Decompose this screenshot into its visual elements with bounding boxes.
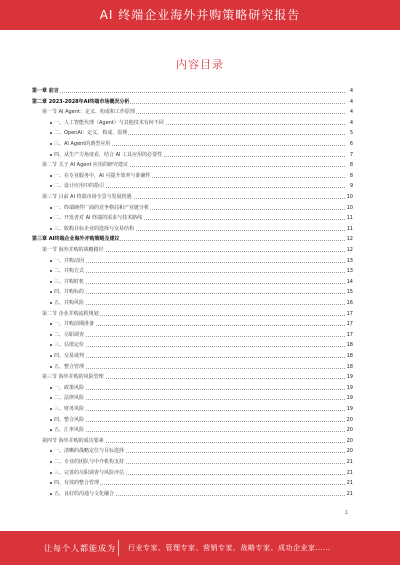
toc-entry-text: 一、并购动因 [54, 257, 85, 264]
toc-bullet-icon [50, 281, 52, 283]
toc-entry-page: 17 [346, 331, 353, 338]
toc-entry-text: 五、整合管理 [54, 363, 85, 370]
toc-entry-page: 4 [346, 107, 353, 117]
toc-entry[interactable] [32, 139, 353, 149]
toc-entry[interactable] [32, 415, 353, 425]
toc-bullet-icon [50, 419, 52, 421]
toc-entry[interactable] [32, 489, 353, 499]
toc-entry[interactable] [32, 171, 353, 181]
toc-entry-text: 一、清晰的战略定位与目标选择 [54, 448, 125, 455]
toc-leader-dots [54, 272, 345, 273]
toc-entry-text: 一、在专业服务中，AI 可提升效率与准确性 [54, 172, 151, 179]
toc-entry-text: 一、并购前期准备 [54, 321, 95, 328]
toc-leader-dots [54, 293, 345, 294]
toc-entry-text: 三、财务风险 [54, 406, 85, 412]
toc-entry-text: 二、专业的团队与中介机构支持 [54, 459, 125, 465]
toc-entry-page: 19 [346, 406, 353, 412]
toc-entry-page: 13 [346, 257, 353, 264]
toc-entry-page: 13 [346, 268, 353, 275]
toc-entry-page: 18 [346, 363, 353, 370]
toc-bullet-icon [50, 175, 52, 177]
toc-bullet-icon [50, 429, 52, 431]
toc-bullet-icon [50, 270, 52, 272]
toc-bullet-icon [50, 366, 52, 368]
toc-entry-text: 二、OpenAI：定义、构成、原理 [54, 130, 128, 137]
toc-bullet-icon [50, 143, 52, 145]
toc-entry[interactable] [32, 446, 353, 456]
toc-entry-page: 7 [346, 150, 353, 160]
toc-entry[interactable] [32, 118, 353, 128]
toc-bullet-icon [50, 461, 52, 463]
toc-entry[interactable] [32, 340, 353, 350]
toc-entry-page: 20 [346, 437, 353, 444]
toc-bullet-icon [50, 387, 52, 389]
toc-entry-text: 一、政策风险 [54, 384, 85, 391]
toc-entry[interactable] [32, 266, 353, 276]
toc-entry[interactable] [32, 192, 353, 202]
toc-entry[interactable] [32, 393, 353, 403]
toc-entry[interactable] [32, 457, 353, 467]
toc-bullet-icon [50, 344, 52, 346]
toc-entry-page: 18 [346, 342, 353, 349]
toc-entry-page: 19 [346, 384, 353, 391]
toc-entry[interactable] [32, 256, 353, 266]
footer-divider [118, 540, 119, 556]
toc-entry-text: 第二章 2023-2028年AI终端市场概况分析 [32, 98, 130, 105]
toc-leader-dots [54, 325, 345, 326]
toc-bullet-icon [50, 334, 52, 336]
toc-entry[interactable] [32, 203, 353, 213]
toc-entry[interactable] [32, 181, 353, 191]
toc-entry-page: 4 [346, 118, 353, 128]
toc-leader-dots [54, 283, 345, 284]
toc-entry[interactable] [32, 245, 353, 255]
toc-entry-text: 第一章 前言 [32, 88, 59, 94]
toc-entry-text: 第一节 AI Agent：定义、构成和工作原理 [42, 109, 135, 116]
toc-entry-text: 二、开发者对 AI 终端的需求与技术路线 [54, 215, 143, 222]
toc-bullet-icon [50, 154, 52, 156]
toc-entry-page: 21 [346, 490, 353, 497]
toc-entry[interactable] [32, 234, 353, 244]
footer-banner [0, 531, 400, 565]
toc-bullet-icon [50, 482, 52, 484]
toc-entry-text: 五、并购风险 [54, 300, 85, 306]
toc-entry-text: 五、汇率风险 [54, 427, 85, 434]
toc-entry-text: 二、尽职调查 [54, 331, 85, 338]
toc-entry-page: 8 [346, 160, 353, 170]
toc-bullet-icon [50, 355, 52, 357]
toc-entry-text: 第一节 海外并购的战略路径 [42, 247, 104, 253]
toc-entry-page: 21 [346, 480, 353, 487]
toc-entry-page: 20 [346, 448, 353, 455]
toc-bullet-icon [50, 207, 52, 209]
toc-entry[interactable] [32, 309, 353, 319]
toc-entry-page: 5 [346, 128, 353, 138]
toc-entry-text: 四、交易谈判 [54, 353, 85, 359]
toc-entry-text: 三、估值定价 [54, 342, 85, 349]
toc-entry[interactable] [32, 404, 353, 414]
toc-entry-page: 21 [346, 459, 353, 465]
toc-leader-dots [54, 368, 345, 369]
toc-entry[interactable] [32, 287, 353, 297]
toc-entry-text: 第三章 AI终端企业海外并购策略及建议 [32, 236, 120, 243]
toc-entry[interactable] [32, 128, 353, 138]
toc-bullet-icon [50, 397, 52, 399]
toc-entry[interactable] [32, 478, 353, 488]
toc-entry-text: 第三节 目前 AI 终端市场全景与发展机遇 [42, 194, 132, 200]
toc-entry-text: 第二节 企业并购流程规划 [42, 310, 99, 317]
toc-entry[interactable] [32, 330, 353, 340]
toc-entry[interactable] [32, 351, 353, 361]
toc-entry-text: 五、良好的沟通与文化融合 [54, 490, 115, 497]
toc-entry-text: 二、设计应用中的指引 [54, 183, 105, 190]
toc-bullet-icon [50, 450, 52, 452]
toc-entry-text: 第三节 海外并购的风险管理 [42, 374, 104, 381]
toc-entry[interactable] [32, 97, 353, 107]
report-header [0, 0, 400, 30]
toc-entry-text: 三、AI Agent的典型应用 [54, 141, 111, 147]
toc-bullet-icon [50, 122, 52, 124]
toc-entry-page: 21 [346, 469, 353, 476]
toc-entry-text: 一、人工智能代理（Agent）与其他技术有何不同 [54, 119, 164, 126]
toc-entry-page: 12 [346, 236, 353, 243]
toc-entry[interactable] [32, 224, 353, 234]
toc-entry-text: 二、并购方式 [54, 268, 85, 275]
toc-entry[interactable] [32, 160, 353, 170]
toc-entry[interactable] [32, 436, 353, 446]
toc-bullet-icon [50, 408, 52, 410]
toc-entry[interactable] [32, 298, 353, 308]
toc-entry-text: 二、法律风险 [54, 395, 85, 402]
toc-bullet-icon [50, 493, 52, 495]
toc-entry[interactable] [32, 213, 353, 223]
toc-title: 内容目录 [176, 58, 224, 71]
toc-bullet-icon [50, 185, 52, 187]
toc-entry-page: 9 [346, 181, 353, 191]
toc-entry[interactable] [32, 150, 353, 160]
toc-entry[interactable] [32, 425, 353, 435]
toc-bullet-icon [50, 323, 52, 325]
toc-entry[interactable] [32, 383, 353, 393]
toc-entry-page: 6 [346, 139, 353, 149]
toc-entry-text: 四、有效的整合管理 [54, 480, 100, 487]
toc-entry[interactable] [32, 277, 353, 287]
toc-entry-page: 20 [346, 416, 353, 423]
toc-leader-dots [54, 346, 345, 347]
footer-tags: 行业专家、管理专家、营销专家、战略专家、成功企业家…… [128, 544, 331, 552]
toc-entry-text: 四、整合风险 [54, 416, 85, 423]
toc-leader-dots [54, 336, 345, 337]
toc-entry-page: 19 [346, 374, 353, 381]
page-number: 1 [344, 510, 348, 516]
footer-slogan: 让每个人都能成为 [44, 544, 116, 553]
toc-entry-page: 14 [346, 278, 353, 285]
toc-entry-page: 10 [346, 204, 353, 211]
toc-entry-page: 4 [346, 97, 353, 107]
toc-bullet-icon [50, 228, 52, 230]
toc-entry-text: 四、并购标的 [54, 289, 85, 296]
toc-leader-dots [54, 357, 345, 358]
toc-bullet-icon [50, 291, 52, 293]
toc-leader-dots [32, 92, 345, 93]
toc-entry-page: 12 [346, 247, 353, 253]
toc-entry-text: 四、从生产力角度看，结合 AI 工具应用的必要性 [54, 151, 163, 158]
toc-bullet-icon [50, 472, 52, 474]
toc-leader-dots [54, 304, 345, 305]
toc-entry-page: 10 [346, 194, 353, 200]
toc-entry-text: 第二节 关于 AI Agent 应用的研究建议 [42, 162, 129, 169]
toc-entry-text: 三、收购目标企业的选择与交易结构 [54, 225, 135, 232]
toc-entry-page: 18 [346, 353, 353, 359]
toc-leader-dots [54, 399, 345, 400]
toc-entry[interactable] [32, 86, 353, 96]
toc-entry-page: 17 [346, 321, 353, 328]
toc-leader-dots [54, 410, 345, 411]
toc-entry-page: 16 [346, 300, 353, 306]
toc-entry-text: 三、完善的尽职调查与风险评估 [54, 469, 125, 476]
toc-bullet-icon [50, 260, 52, 262]
toc-entry[interactable] [32, 372, 353, 382]
toc-entry[interactable] [32, 362, 353, 372]
toc-entry-text: 三、并购时机 [54, 278, 85, 285]
toc-entry-text: 第四节 海外并购的成功要素 [42, 437, 104, 444]
toc-entry-text: 一、终端硬件厂商的竞争格局和产业链分析 [54, 204, 150, 211]
toc-leader-dots [54, 431, 345, 432]
toc-leader-dots [54, 389, 345, 390]
toc-entry-page: 17 [346, 310, 353, 317]
toc-entry-page: 20 [346, 427, 353, 434]
toc-bullet-icon [50, 132, 52, 134]
toc-bullet-icon [50, 302, 52, 304]
toc-entry-page: 19 [346, 395, 353, 402]
toc-entry[interactable] [32, 107, 353, 117]
toc-leader-dots [54, 262, 345, 263]
toc-entry[interactable] [32, 468, 353, 478]
toc-entry-page: 8 [346, 171, 353, 181]
toc-entry[interactable] [32, 319, 353, 329]
toc-entry-page: 4 [346, 86, 353, 96]
table-of-contents [32, 86, 353, 516]
toc-leader-dots [54, 421, 345, 422]
report-title: AI 终端企业海外并购策略研究报告 [99, 8, 301, 22]
toc-entry-page: 15 [346, 289, 353, 296]
toc-entry-page: 11 [346, 215, 353, 222]
toc-bullet-icon [50, 217, 52, 219]
toc-entry-page: 11 [346, 225, 353, 232]
